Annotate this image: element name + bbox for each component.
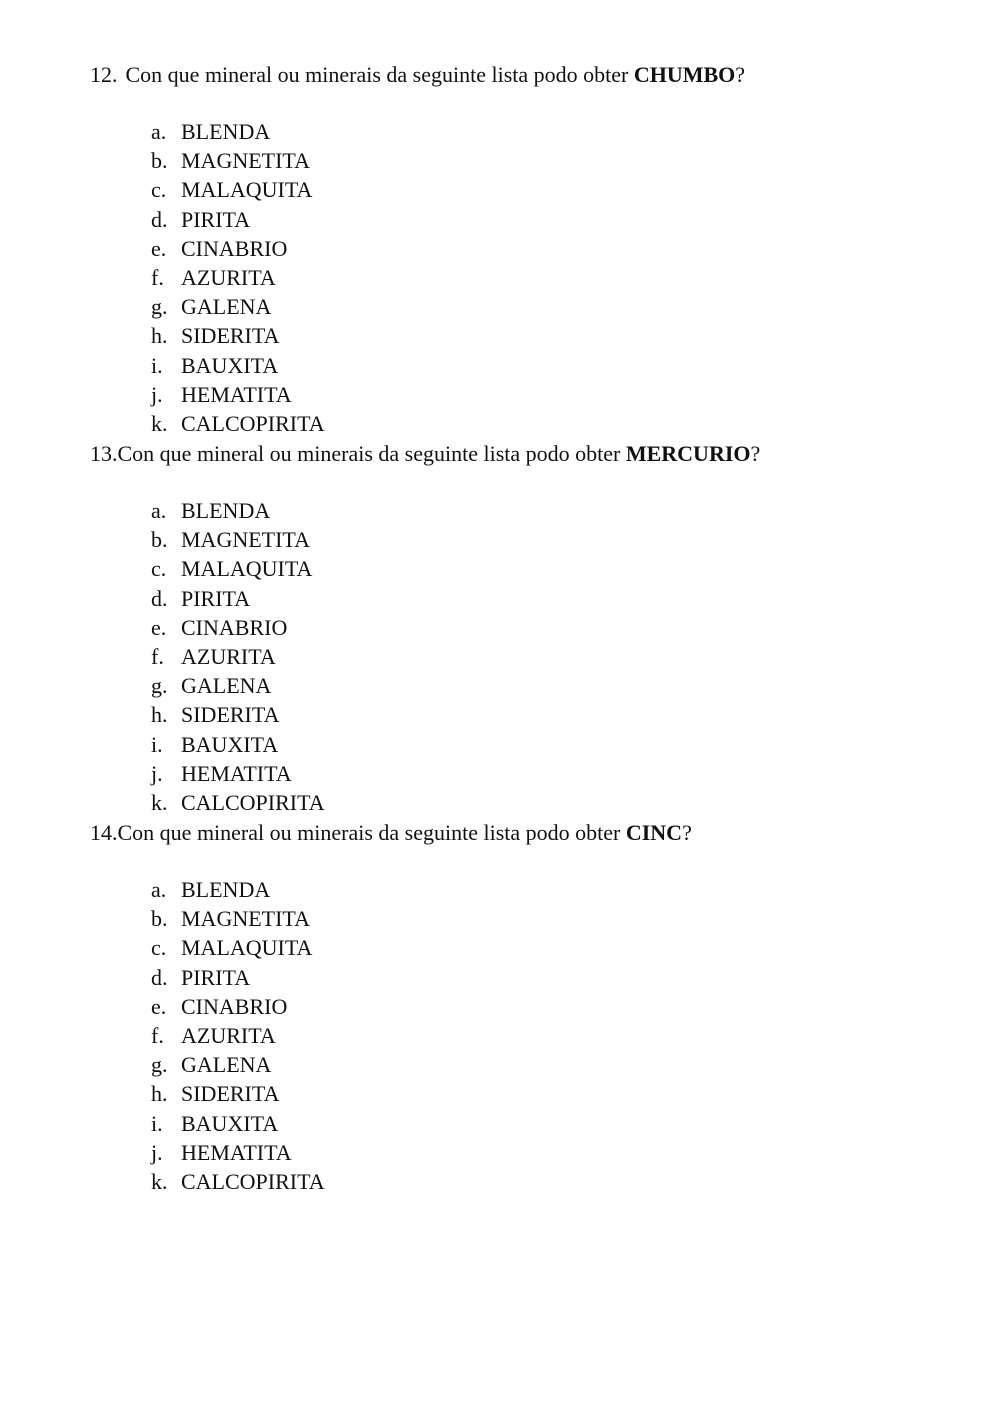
option-letter: e. <box>151 994 167 1019</box>
option-label: GALENA <box>181 673 272 698</box>
option-label: HEMATITA <box>181 1140 292 1165</box>
option-letter: g. <box>151 1052 168 1077</box>
option-letter: h. <box>151 1081 168 1106</box>
option-letter: b. <box>151 148 168 173</box>
option-letter: g. <box>151 673 168 698</box>
option-letter: a. <box>151 498 167 523</box>
option-letter: a. <box>151 119 167 144</box>
option-label: PIRITA <box>181 586 251 611</box>
option-letter: e. <box>151 236 167 261</box>
question-text <box>90 818 692 847</box>
question-prompt: Con que mineral ou minerais da seguinte lista podo obter <box>117 441 621 466</box>
option-letter: i. <box>151 353 163 378</box>
option-letter: f. <box>151 1023 164 1048</box>
option-letter: k. <box>151 411 168 436</box>
option-label: BAUXITA <box>181 1111 279 1136</box>
option-label: GALENA <box>181 1052 272 1077</box>
option-letter: c. <box>151 935 167 960</box>
option-letter: i. <box>151 1111 163 1136</box>
question-text <box>90 439 760 468</box>
option-letter: g. <box>151 294 168 319</box>
option-letter: j. <box>151 761 163 786</box>
option-label: BAUXITA <box>181 732 279 757</box>
option-letter: k. <box>151 790 168 815</box>
option-label: BLENDA <box>181 498 271 523</box>
option-label: MALAQUITA <box>181 935 313 960</box>
option-letter: h. <box>151 702 168 727</box>
question-number: 14. <box>90 820 118 845</box>
option-label: CINABRIO <box>181 994 288 1019</box>
option-letter: a. <box>151 877 167 902</box>
option-letter: b. <box>151 527 168 552</box>
question-element: CINC <box>625 820 683 845</box>
question-prompt: Con que mineral ou minerais da seguinte lista podo obter <box>125 62 629 87</box>
option-letter: c. <box>151 556 167 581</box>
question-mark: ? <box>682 820 692 845</box>
option-letter: e. <box>151 615 167 640</box>
option-label: SIDERITA <box>181 702 280 727</box>
option-label: CINABRIO <box>181 615 288 640</box>
question-number: 12. <box>90 62 118 87</box>
option-label: PIRITA <box>181 207 251 232</box>
option-label: AZURITA <box>181 1023 276 1048</box>
option-letter: b. <box>151 906 168 931</box>
option-letter: d. <box>151 965 168 990</box>
option-letter: d. <box>151 586 168 611</box>
option-label: PIRITA <box>181 965 251 990</box>
question-text <box>90 60 745 89</box>
option-label: HEMATITA <box>181 761 292 786</box>
option-label: MAGNETITA <box>181 527 310 552</box>
question-prompt: Con que mineral ou minerais da seguinte lista podo obter <box>117 820 621 845</box>
option-label: SIDERITA <box>181 323 280 348</box>
option-letter: j. <box>151 382 163 407</box>
option-label: CALCOPIRITA <box>181 411 325 436</box>
option-label: BLENDA <box>181 119 271 144</box>
question-mark: ? <box>750 441 761 466</box>
option-letter: d. <box>151 207 168 232</box>
option-label: AZURITA <box>181 644 276 669</box>
option-label: CALCOPIRITA <box>181 1169 325 1194</box>
option-label: MAGNETITA <box>181 148 310 173</box>
option-letter: c. <box>151 177 167 202</box>
option-label: SIDERITA <box>181 1081 280 1106</box>
option-label: GALENA <box>181 294 272 319</box>
question-element: MERCURIO <box>625 441 751 466</box>
question-number: 13. <box>90 441 118 466</box>
question-element: CHUMBO <box>633 62 736 87</box>
option-label: MALAQUITA <box>181 556 313 581</box>
option-label: CINABRIO <box>181 236 288 261</box>
question-mark: ? <box>735 62 746 87</box>
option-letter: f. <box>151 644 164 669</box>
option-label: BLENDA <box>181 877 271 902</box>
option-letter: h. <box>151 323 168 348</box>
option-letter: f. <box>151 265 164 290</box>
option-label: CALCOPIRITA <box>181 790 325 815</box>
option-label: AZURITA <box>181 265 276 290</box>
option-label: MAGNETITA <box>181 906 310 931</box>
option-letter: j. <box>151 1140 163 1165</box>
option-letter: i. <box>151 732 163 757</box>
option-label: BAUXITA <box>181 353 279 378</box>
option-label: HEMATITA <box>181 382 292 407</box>
option-label: MALAQUITA <box>181 177 313 202</box>
option-letter: k. <box>151 1169 168 1194</box>
